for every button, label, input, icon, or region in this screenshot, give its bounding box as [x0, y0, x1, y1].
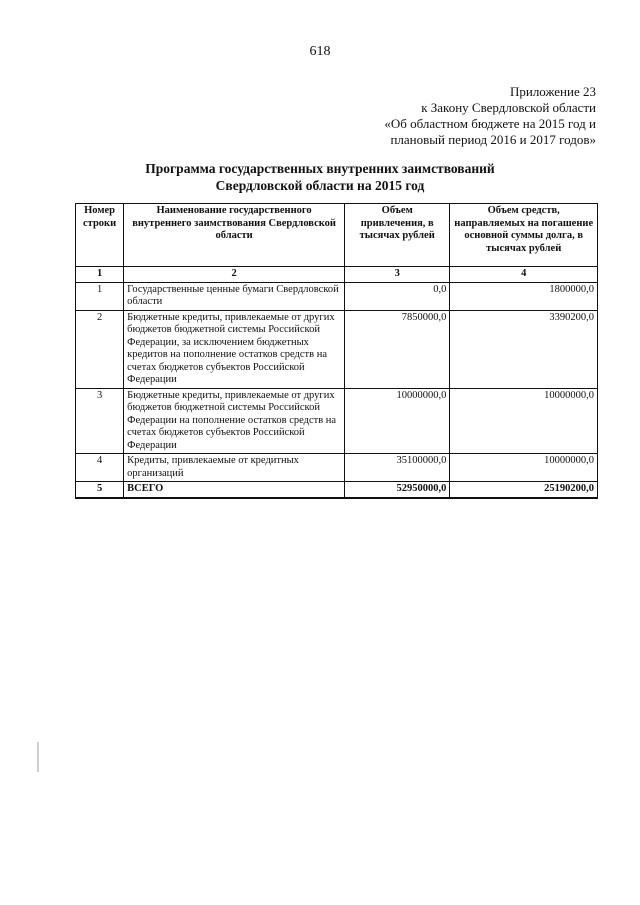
borrowing-name: Бюджетные кредиты, привлекаемые от других бюджетов бюджетной системы Российской Федерации на пополнение остатков средств на счетах бюджетов субъектов Российской Федерации: [124, 388, 345, 454]
title-line-1: Программа государственных внутренних заимствований: [145, 161, 495, 176]
attraction-volume: 10000000,0: [345, 388, 450, 454]
repayment-volume: 10000000,0: [450, 388, 598, 454]
row-number: 2: [76, 310, 124, 388]
appendix-line-4: плановый период 2016 и 2017 годов»: [390, 132, 596, 147]
attraction-volume: 0,0: [345, 282, 450, 310]
borrowing-name: Государственные ценные бумаги Свердловской области: [124, 282, 345, 310]
total-row: [76, 482, 598, 498]
table-row: [76, 388, 598, 454]
header-repayment-volume: Объем средств, направляемых на погашение основной суммы долга, в тысячах рублей: [450, 204, 598, 267]
column-number: 4: [450, 267, 598, 283]
total-attraction-volume: 52950000,0: [345, 482, 450, 498]
total-label: ВСЕГО: [124, 482, 345, 498]
header-attraction-volume: Объем привлечения, в тысячах рублей: [345, 204, 450, 267]
appendix-line-2: к Закону Свердловской области: [421, 100, 596, 115]
borrowings-table: [75, 203, 598, 499]
title-line-2: Свердловской области на 2015 год: [215, 178, 425, 193]
document-title: [0, 160, 640, 194]
column-number: 2: [124, 267, 345, 283]
total-repayment-volume: 25190200,0: [450, 482, 598, 498]
table-row: [76, 310, 598, 388]
borrowing-name: Бюджетные кредиты, привлекаемые от других бюджетов бюджетной системы Российской Федерации, за исключением бюджетных кредитов на пополнение остатков средств на счетах бюджетов субъектов Российской Федерации: [124, 310, 345, 388]
appendix-note: [384, 84, 596, 148]
row-number: 4: [76, 454, 124, 482]
column-number: 3: [345, 267, 450, 283]
scan-margin-mark: [37, 742, 39, 772]
row-number: 5: [76, 482, 124, 498]
borrowing-name: Кредиты, привлекаемые от кредитных организаций: [124, 454, 345, 482]
table-row: [76, 282, 598, 310]
header-borrowing-name: Наименование государственного внутреннего заимствования Свердловской области: [124, 204, 345, 267]
row-number: 1: [76, 282, 124, 310]
appendix-line-3: «Об областном бюджете на 2015 год и: [384, 116, 596, 131]
page-number: 618: [309, 44, 331, 59]
column-number: 1: [76, 267, 124, 283]
attraction-volume: 35100000,0: [345, 454, 450, 482]
attraction-volume: 7850000,0: [345, 310, 450, 388]
repayment-volume: 1800000,0: [450, 282, 598, 310]
appendix-line-1: Приложение 23: [509, 84, 596, 99]
header-row-number: Номер строки: [76, 204, 124, 267]
repayment-volume: 3390200,0: [450, 310, 598, 388]
column-number-row: [76, 267, 598, 283]
row-number: 3: [76, 388, 124, 454]
repayment-volume: 10000000,0: [450, 454, 598, 482]
header-row: [76, 204, 598, 267]
table-row: [76, 454, 598, 482]
